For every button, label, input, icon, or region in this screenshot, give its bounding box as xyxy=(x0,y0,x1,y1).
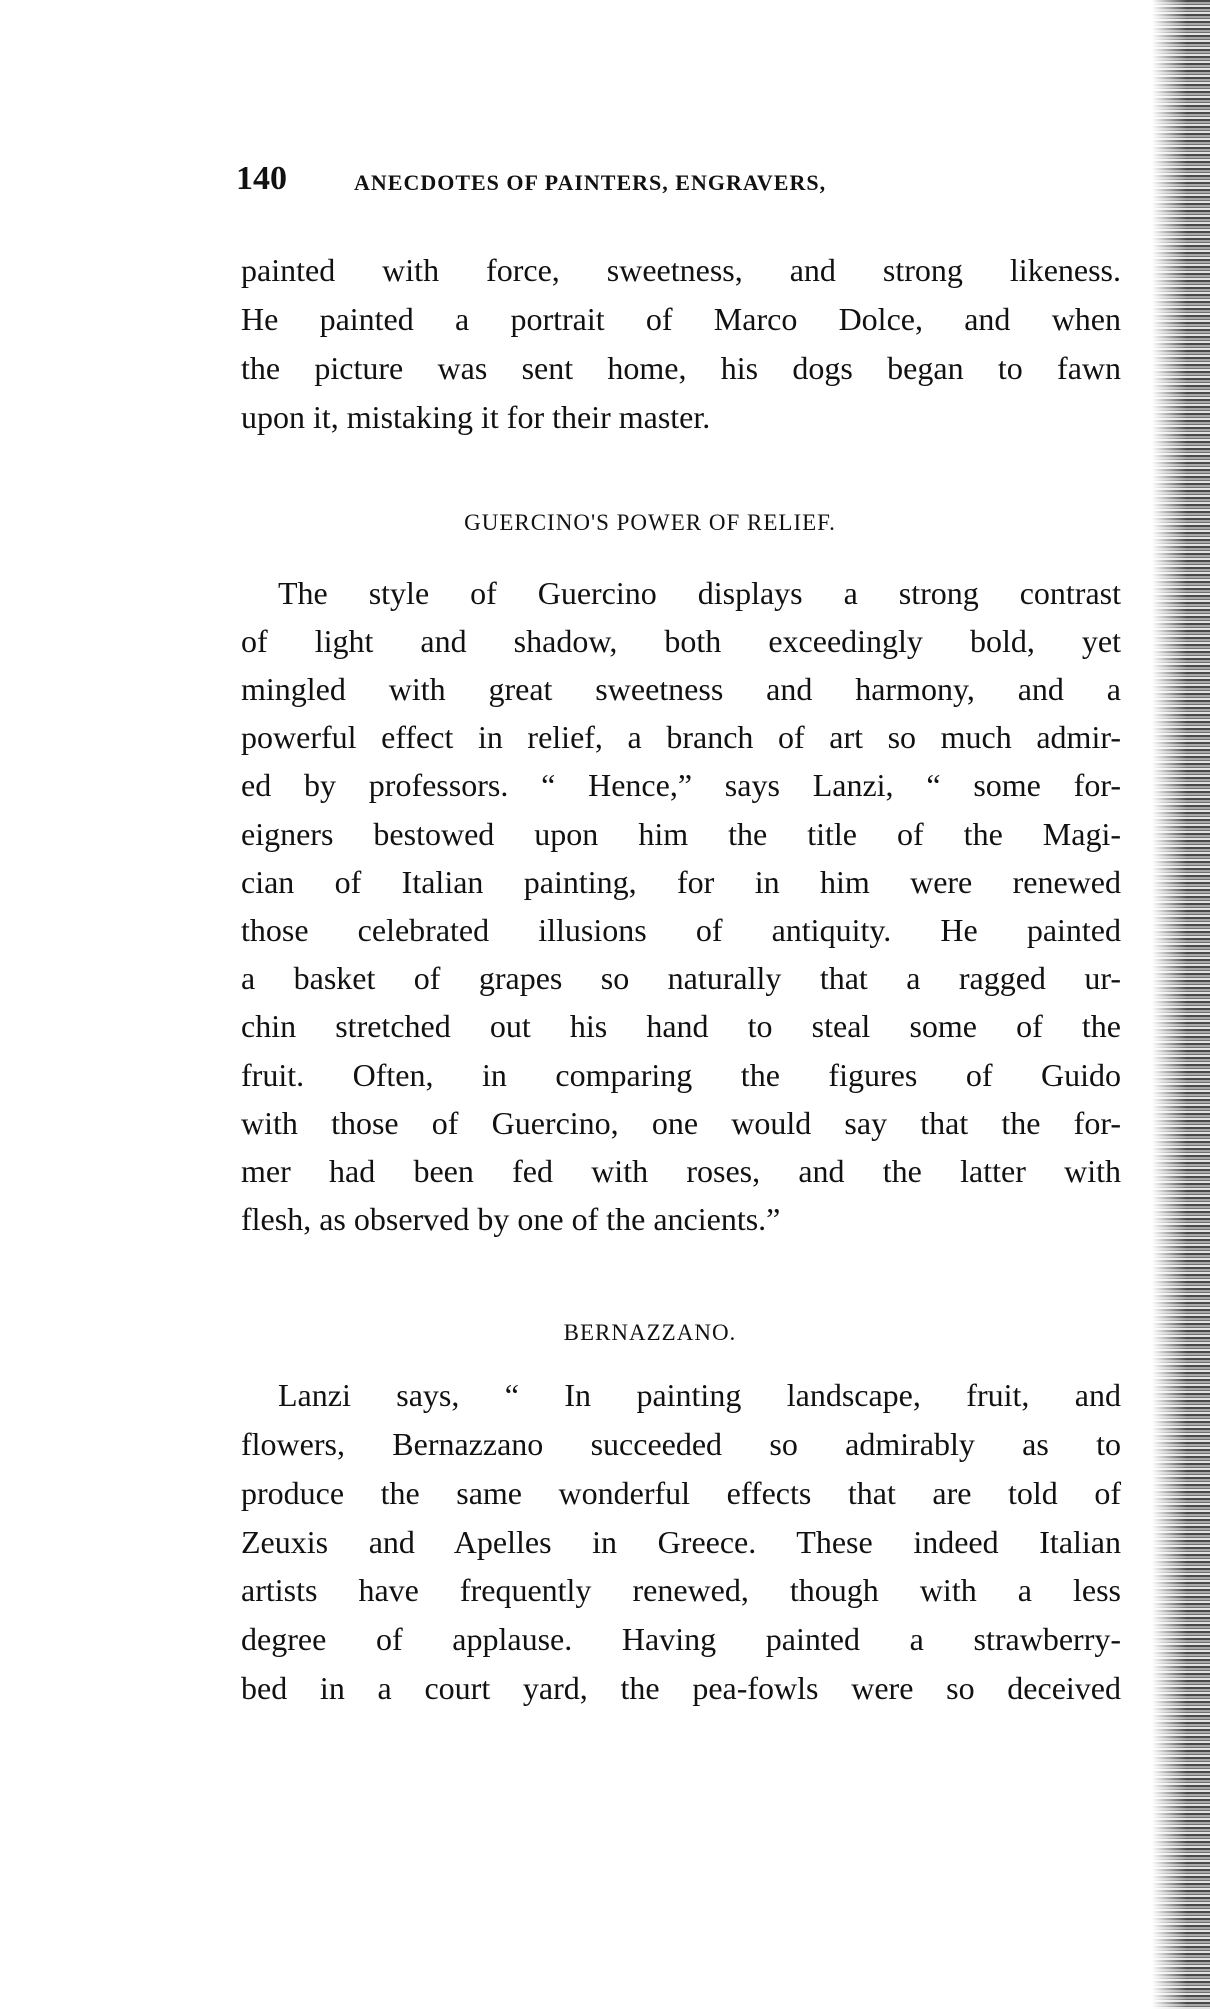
text-line: cian of Italian painting, for in him were renewed xyxy=(241,864,1121,900)
text-line: Zeuxis and Apelles in Greece. These indeed Italian xyxy=(241,1524,1121,1560)
page-edge-shadow xyxy=(1152,0,1210,2009)
text-line: artists have frequently renewed, though with a less xyxy=(241,1572,1121,1608)
text-line: ed by professors. “ Hence,” says Lanzi, “ some for- xyxy=(241,767,1121,803)
text-line: degree of applause. Having painted a strawberry- xyxy=(241,1621,1121,1657)
text-line: The style of Guercino displays a strong contrast xyxy=(278,575,1121,611)
text-line: He painted a portrait of Marco Dolce, and when xyxy=(241,301,1121,337)
text-line: fruit. Often, in comparing the figures of Guido xyxy=(241,1057,1121,1093)
text-line: Lanzi says, “ In painting landscape, fruit, and xyxy=(278,1377,1121,1413)
text-line: flowers, Bernazzano succeeded so admirably as to xyxy=(241,1426,1121,1462)
text-line: powerful effect in relief, a branch of art so much admir- xyxy=(241,719,1121,755)
text-line: painted with force, sweetness, and strong likeness. xyxy=(241,252,1121,288)
text-line: mer had been fed with roses, and the latter with xyxy=(241,1153,1121,1189)
text-line: produce the same wonderful effects that are told of xyxy=(241,1475,1121,1511)
text-line: chin stretched out his hand to steal some of the xyxy=(241,1008,1121,1044)
text-line: eigners bestowed upon him the title of the Magi- xyxy=(241,816,1121,852)
section-heading: BERNAZZANO. xyxy=(563,1320,737,1345)
text-line: of light and shadow, both exceedingly bold, yet xyxy=(241,623,1121,659)
text-line: with those of Guercino, one would say that the for- xyxy=(241,1105,1121,1141)
running-title: ANECDOTES OF PAINTERS, ENGRAVERS, xyxy=(354,170,827,195)
text-line: flesh, as observed by one of the ancients.” xyxy=(241,1201,781,1237)
page-number: 140 xyxy=(236,160,287,197)
text-line: mingled with great sweetness and harmony, and a xyxy=(241,671,1121,707)
section-heading: GUERCINO'S POWER OF RELIEF. xyxy=(464,510,836,535)
text-line: a basket of grapes so naturally that a ragged ur- xyxy=(241,960,1121,996)
text-line: those celebrated illusions of antiquity. He painted xyxy=(241,912,1121,948)
text-line: bed in a court yard, the pea-fowls were so deceived xyxy=(241,1670,1121,1706)
text-line: the picture was sent home, his dogs began to fawn xyxy=(241,350,1121,386)
text-line: upon it, mistaking it for their master. xyxy=(241,399,711,435)
